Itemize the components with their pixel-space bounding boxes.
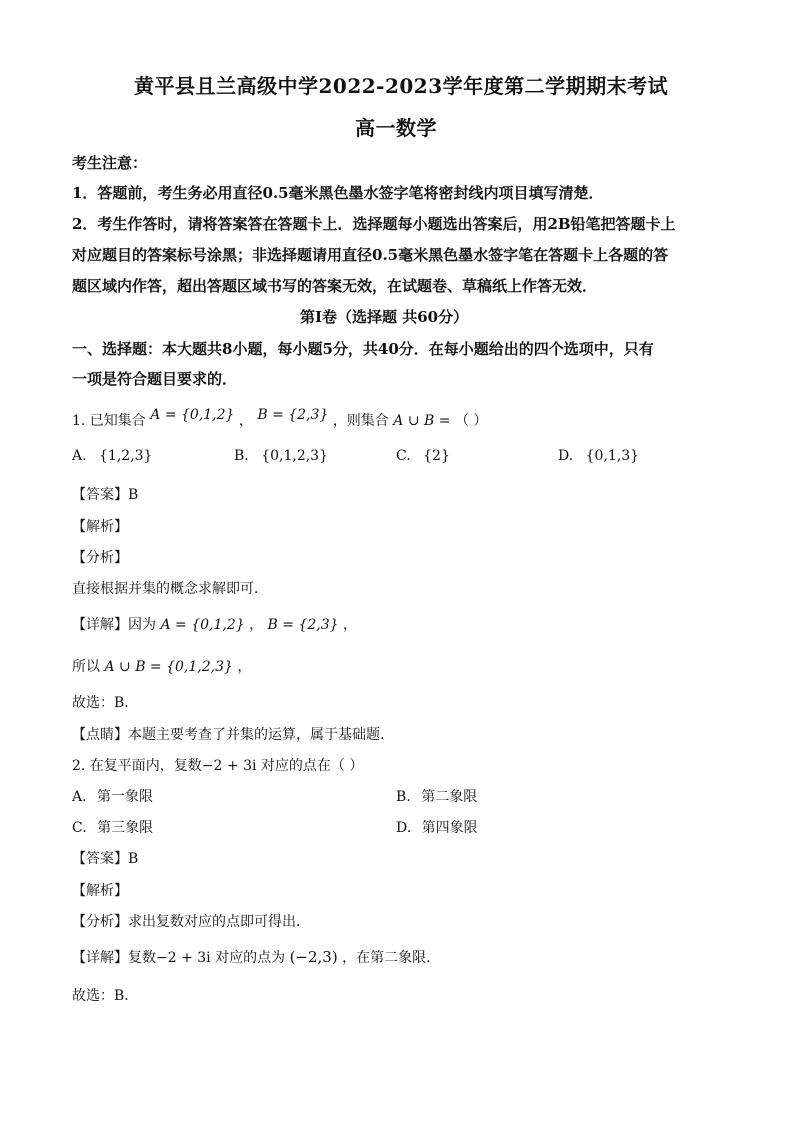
question-1-prefix: 1. 已知集合 xyxy=(72,413,146,429)
notice-item-2-line-2: 对应题目的答案标号涂黑；非选择题请用直径0.5毫米黑色墨水签字笔在答题卡上各题的答 xyxy=(72,246,669,264)
option-label: B. xyxy=(396,789,411,805)
option-label: A. xyxy=(72,448,87,464)
question-1-option-c xyxy=(396,448,450,464)
question-1-set-b: B = {2,3} xyxy=(257,407,329,423)
detail-prefix: 【详解】复数−2 + 3i 对应的点为 xyxy=(72,950,286,966)
question-1-expr: A ∪ B = xyxy=(393,413,451,429)
option-label: C. xyxy=(396,448,411,464)
question-1-option-a xyxy=(72,448,152,464)
exam-title: 黄平县且兰高级中学2022-2023学年度第二学期期末考试 xyxy=(134,74,669,98)
question-1-fenxi-text: 直接根据并集的概念求解即可. xyxy=(72,581,259,597)
question-2-answer: 【答案】B xyxy=(72,851,139,867)
question-2-option-d xyxy=(396,817,478,837)
question-1-option-d xyxy=(558,448,639,464)
so-end: ， xyxy=(237,659,252,675)
question-1-stem xyxy=(72,407,488,430)
notice-item-2-line-3: 题区域内作答，超出答题区域书写的答案无效，在试题卷、草稿纸上作答无效． xyxy=(72,277,598,295)
option-label: A. xyxy=(72,789,87,805)
notice-item-1: 1．答题前，考生务必用直径0.5毫米黑色墨水签字笔将密封线内项目填写清楚． xyxy=(72,184,604,202)
question-1-fenxi: 【分析】 xyxy=(72,550,128,566)
option-label: D. xyxy=(558,448,574,464)
question-2-stem: 2. 在复平面内，复数−2 + 3i 对应的点在（ ） xyxy=(72,758,364,774)
notice-heading: 考生注意： xyxy=(72,154,148,172)
question-1-analysis: 【解析】 xyxy=(72,519,128,535)
question-2-analysis: 【解析】 xyxy=(72,883,128,899)
so-expr: A ∪ B = {0,1,2,3} xyxy=(104,659,233,675)
question-1-suffix: ，则集合 xyxy=(332,413,389,429)
so-label: 所以 xyxy=(72,659,100,675)
question-1-paren: （ ） xyxy=(454,413,488,429)
section-title: 第Ⅰ卷（选择题 共60分） xyxy=(300,308,469,326)
option-label: D. xyxy=(396,820,412,836)
detail-sep: ， xyxy=(249,617,264,633)
section-instruction-line-1: 一、选择题：本大题共8小题，每小题5分，共40分．在每小题给出的四个选项中，只有 xyxy=(72,340,654,358)
detail-label: 【详解】因为 xyxy=(72,617,156,633)
question-1-answer: 【答案】B xyxy=(72,487,139,503)
detail-point: (−2,3) xyxy=(289,948,338,966)
section-instruction-line-2: 一项是符合题目要求的． xyxy=(72,370,238,388)
question-2-choose: 故选：B. xyxy=(72,988,129,1004)
option-value: {0,1,2,3} xyxy=(261,448,328,464)
notice-item-2-line-1: 2．考生作答时，请将答案答在答题卡上．选择题每小题选出答案后，用2B铅笔把答题卡上 xyxy=(72,215,676,233)
question-1-detail xyxy=(72,614,357,634)
option-value: 第二象限 xyxy=(421,789,478,805)
exam-subtitle: 高一数学 xyxy=(355,116,437,140)
option-label: B. xyxy=(234,448,249,464)
detail-set-a: A = {0,1,2} xyxy=(160,617,245,633)
question-2-option-c xyxy=(72,817,153,837)
option-label: C. xyxy=(72,820,87,836)
question-2-detail xyxy=(72,947,431,967)
question-1-sep: ， xyxy=(238,413,253,429)
detail-set-b: B = {2,3} xyxy=(267,617,339,633)
question-2-option-a xyxy=(72,786,153,806)
question-1-set-a: A = {0,1,2} xyxy=(150,407,235,423)
question-2-option-b xyxy=(396,786,477,806)
option-value: 第三象限 xyxy=(97,820,154,836)
question-1-comment: 【点睛】本题主要考查了并集的运算，属于基础题. xyxy=(72,727,385,743)
question-1-so xyxy=(72,656,251,676)
detail-end: ， xyxy=(343,617,357,633)
option-value: {2} xyxy=(423,448,450,464)
question-2-fenxi: 【分析】求出复数对应的点即可得出. xyxy=(72,914,301,930)
question-1-option-b xyxy=(234,448,328,464)
option-value: {1,2,3} xyxy=(99,448,153,464)
option-value: 第四象限 xyxy=(421,820,478,836)
option-value: {0,1,3} xyxy=(585,448,640,464)
option-value: 第一象限 xyxy=(97,789,154,805)
detail-suffix: ，在第二象限. xyxy=(342,950,431,966)
question-1-choose: 故选：B. xyxy=(72,695,129,711)
